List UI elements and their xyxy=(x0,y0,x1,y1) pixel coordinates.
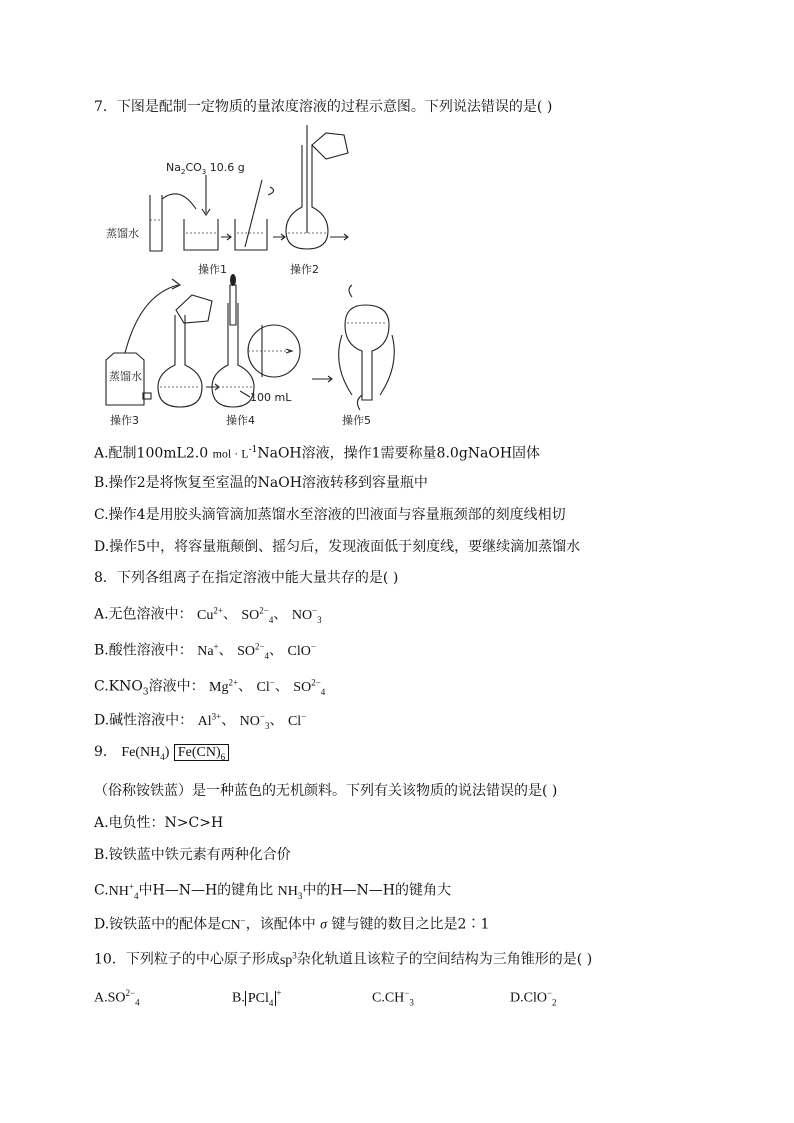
q10-option-c: $C.CH^-_3$ xyxy=(372,988,414,1008)
q9-option-c: $C.NH^+_4$中H—N—H的键角比 $NH_3$中的H—N—H的键角大 xyxy=(94,881,452,901)
hand-icon xyxy=(349,285,352,297)
q7-option-d: D.操作5中，将容量瓶颠倒、摇匀后，发现液面低于刻度线，要继续滴加蒸馏水 xyxy=(94,539,581,555)
q9-option-b: B.铵铁蓝中铁元素有两种化合价 xyxy=(94,847,291,863)
water-label: 蒸馏水 xyxy=(106,227,139,240)
q8-option-b: B.酸性溶液中： Na+、 $SO^{2-}_4$、 ClO− xyxy=(94,641,316,661)
q8-stem: 8．下列各组离子在指定溶液中能大量共存的是( ) xyxy=(94,570,399,586)
pour-arc-icon xyxy=(125,285,178,353)
arrow-right-icon xyxy=(312,376,332,382)
na2co3-label: $Na_2CO_3$ 10.6 g xyxy=(166,161,245,176)
q10-option-b: B. PCl$_4$+ xyxy=(232,988,282,1008)
q8-option-d: D.碱性溶液中： $Al^{3+}$、 $NO^-_3$、 Cl− xyxy=(94,711,307,731)
q7-option-b: B.操作2是将恢复至室温的NaOH溶液转移到容量瓶中 xyxy=(94,475,428,491)
op1-label: 操作1 xyxy=(198,263,227,276)
hand-icon xyxy=(357,395,362,410)
pouring-beaker-icon xyxy=(176,295,212,323)
q9-stem: （俗称铵铁蓝）是一种蓝色的无机颜料。下列有关该物质的说法错误的是( ) xyxy=(94,783,558,799)
q7-figure xyxy=(100,125,400,430)
q9-formula: 9． $Fe(NH_4)$ $Fe(CN)_6$ xyxy=(94,742,229,767)
q7-option-a: A.配制100mL2.0 mol · $L^{-1}NaOH$溶液，操作1需要称量8.0gNaOH固体 xyxy=(94,445,541,462)
inverted-flask-icon xyxy=(345,305,389,400)
graduated-cylinder-icon xyxy=(150,195,162,251)
q8-option-c: $C.KNO_3$溶液中： $Mg^{2+}$、 Cl−、 $SO^{2-}_4$ xyxy=(94,677,326,698)
glass-rod-icon xyxy=(245,180,262,247)
volume-mark-label: 100 mL xyxy=(250,391,292,404)
bottle-label: 蒸馏水 xyxy=(109,370,142,383)
q9-option-a: A.电负性：N>C>H xyxy=(94,815,224,831)
op4-label: 操作4 xyxy=(226,414,255,427)
q10-option-d: D.ClO−$_2$ xyxy=(510,988,557,1008)
pouring-beaker-icon xyxy=(312,133,348,159)
dropper-bulb-icon xyxy=(230,274,236,286)
op3-label: 操作3 xyxy=(110,414,139,427)
q10-stem: 10．下列粒子的中心原子形成$sp^3$杂化轨道且该粒子的空间结构为三角锥形的是( ) xyxy=(94,950,593,968)
arrow-right-icon xyxy=(330,234,348,240)
pour-arc-icon xyxy=(162,194,196,209)
q9-option-d: D.铵铁蓝中的配体是CN−，该配体中 σ 键与键的数目之比是2∶1 xyxy=(94,915,490,933)
beaker-icon xyxy=(184,219,218,250)
arrow-right-icon xyxy=(221,234,231,240)
volumetric-flask-icon xyxy=(158,315,202,407)
q8-option-a: A.无色溶液中： $Cu^{2+}$、 $SO^{2-}_4$、 $NO^-_3$ xyxy=(94,605,322,625)
op5-label: 操作5 xyxy=(342,414,371,427)
arrow-right-icon xyxy=(273,234,285,240)
volumetric-flask-icon xyxy=(212,303,254,407)
q7-stem: 7．下图是配制一定物质的量浓度溶液的过程示意图。下列说法错误的是( ) xyxy=(94,99,553,115)
op2-label: 操作2 xyxy=(290,263,319,276)
q7-option-c: C.操作4是用胶头滴管滴加蒸馏水至溶液的凹液面与容量瓶颈部的刻度线相切 xyxy=(94,507,566,523)
q10-option-a: $A.SO^{2-}_4$ xyxy=(94,988,140,1008)
dropper-icon xyxy=(230,285,236,325)
rotate-arrow-icon xyxy=(339,335,352,395)
